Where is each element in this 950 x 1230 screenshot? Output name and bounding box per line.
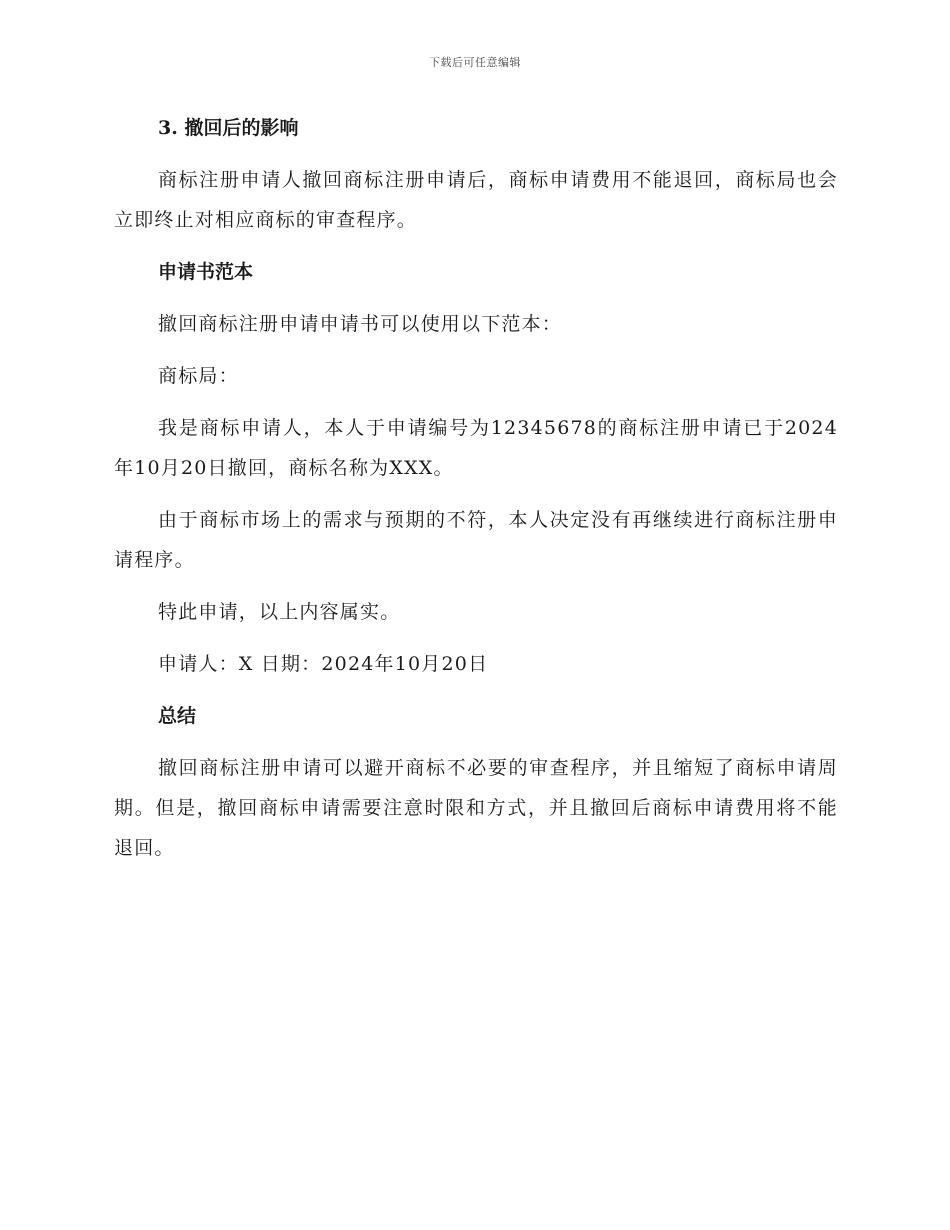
paragraph-summary: 撤回商标注册申请可以避开商标不必要的审查程序，并且缩短了商标申请周期。但是，撤回商标申请需要注意时限和方式，并且撤回后商标申请费用将不能退回。 bbox=[114, 757, 838, 859]
paragraph-reason: 由于商标市场上的需求与预期的不符，本人决定没有再继续进行商标注册申请程序。 bbox=[114, 509, 838, 571]
document-body bbox=[114, 108, 838, 880]
paragraph-salutation: 商标局： bbox=[158, 365, 239, 387]
paragraph-signature: 申请人：X 日期：2024年10月20日 bbox=[158, 653, 489, 675]
section-heading-effects: 3. 撤回后的影响 bbox=[158, 117, 299, 139]
section-heading-summary: 总结 bbox=[158, 705, 197, 727]
paragraph-template-intro: 撤回商标注册申请申请书可以使用以下范本： bbox=[158, 313, 563, 335]
paragraph-closing: 特此申请，以上内容属实。 bbox=[158, 601, 401, 623]
paragraph-statement: 我是商标申请人，本人于申请编号为12345678的商标注册申请已于2024年10月20日撤回，商标名称为XXX。 bbox=[114, 417, 838, 479]
page-header: 下载后可任意编辑 bbox=[429, 56, 521, 69]
section-heading-template: 申请书范本 bbox=[158, 261, 254, 283]
paragraph-effects: 商标注册申请人撤回商标注册申请后，商标申请费用不能退回，商标局也会立即终止对相应商标的审查程序。 bbox=[114, 169, 838, 231]
